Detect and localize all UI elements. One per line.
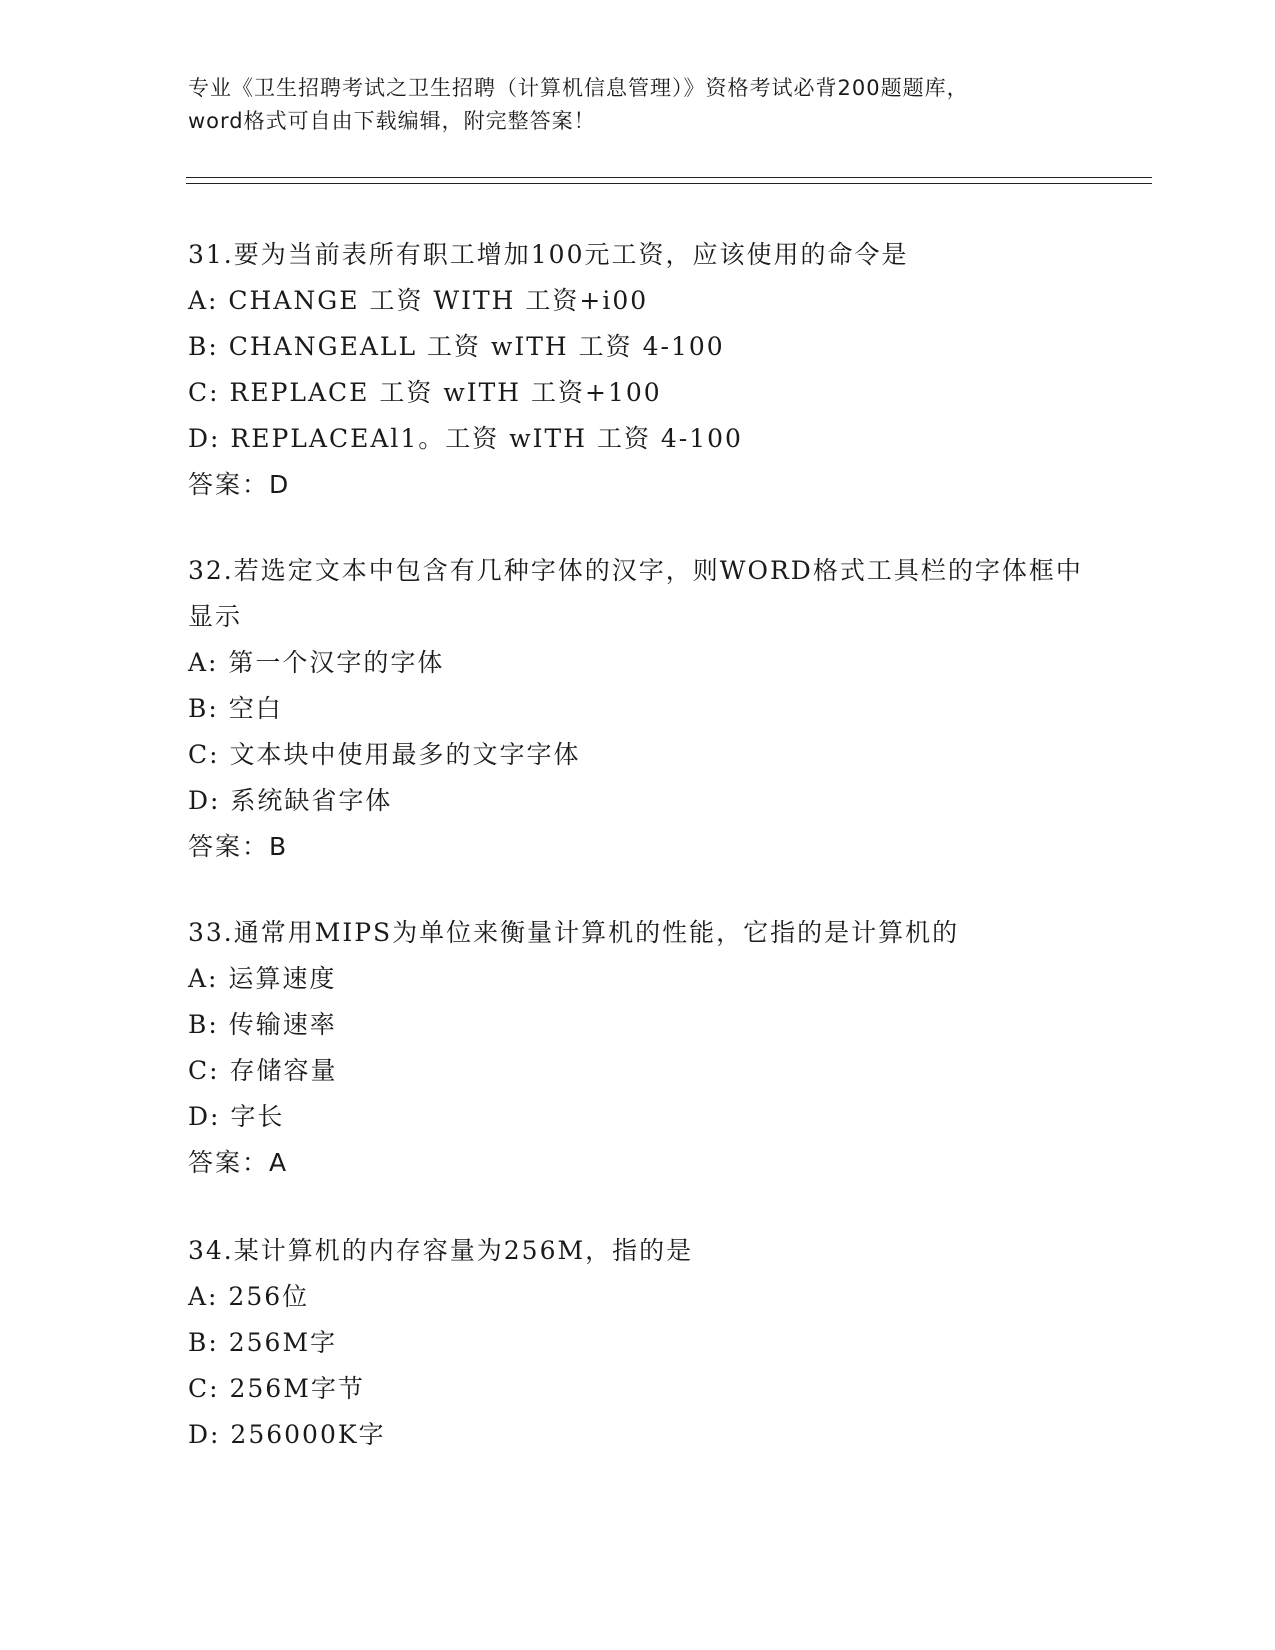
question-stem: 31.要为当前表所有职工增加100元工资，应该使用的命令是 (188, 240, 909, 269)
answer: 答案：D (188, 470, 291, 499)
option-d: D: 系统缺省字体 (188, 786, 393, 815)
question-33 (188, 910, 1088, 1186)
option-c: C: 256M字节 (188, 1374, 365, 1403)
option-c: C: 存储容量 (188, 1056, 338, 1085)
question-31 (188, 232, 1088, 508)
header-divider-bottom (186, 183, 1152, 184)
question-stem: 33.通常用MIPS为单位来衡量计算机的性能，它指的是计算机的 (188, 918, 960, 947)
option-d: D: REPLACEAl1。工资 wITH 工资 4-100 (188, 424, 743, 453)
header-line-2: word格式可自由下载编辑，附完整答案！ (188, 109, 596, 133)
question-stem: 34.某计算机的内存容量为256M，指的是 (188, 1236, 694, 1265)
option-a: A: 256位 (188, 1282, 310, 1311)
question-32 (188, 548, 1088, 870)
option-a: A: CHANGE 工资 WITH 工资+i00 (188, 286, 649, 315)
answer: 答案：B (188, 832, 289, 861)
option-a: A: 运算速度 (188, 964, 337, 993)
header-line-1: 专业《卫生招聘考试之卫生招聘（计算机信息管理）》资格考试必背200题题库， (188, 76, 969, 100)
option-a: A: 第一个汉字的字体 (188, 648, 445, 677)
option-b: B: 空白 (188, 694, 283, 723)
question-34 (188, 1228, 1088, 1458)
option-b: B: 传输速率 (188, 1010, 337, 1039)
option-b: B: CHANGEALL 工资 wITH 工资 4-100 (188, 332, 725, 361)
option-d: D: 字长 (188, 1102, 285, 1131)
option-c: C: 文本块中使用最多的文字字体 (188, 740, 581, 769)
question-stem: 32.若选定文本中包含有几种字体的汉字，则WORD格式工具栏的字体框中显示 (188, 556, 1083, 631)
option-b: B: 256M字 (188, 1328, 338, 1357)
header-divider-top (186, 177, 1152, 178)
option-c: C: REPLACE 工资 wITH 工资+100 (188, 378, 662, 407)
document-header (188, 72, 1088, 138)
answer: 答案：A (188, 1148, 289, 1177)
option-d: D: 256000K字 (188, 1420, 386, 1449)
